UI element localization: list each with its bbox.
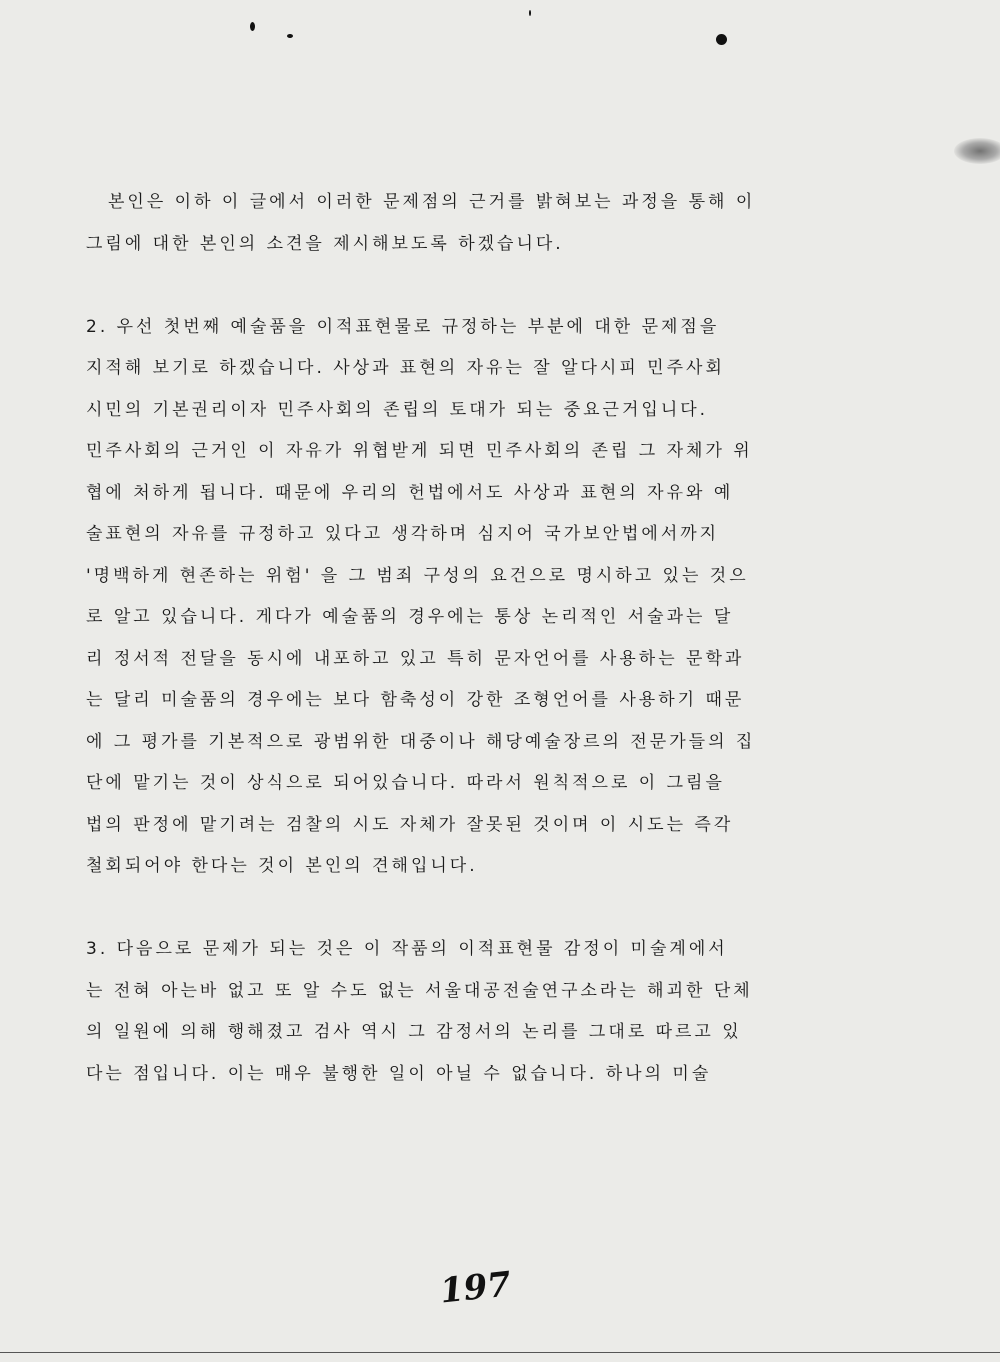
text-line: 다는 점입니다. 이는 매우 불행한 일이 아닐 수 없습니다. 하나의 미술 bbox=[86, 1063, 712, 1084]
scan-speck bbox=[250, 22, 255, 31]
scan-smudge bbox=[954, 138, 1000, 164]
scan-speck bbox=[529, 10, 531, 16]
text-line: 는 달리 미술품의 경우에는 보다 함축성이 강한 조형언어를 사용하기 때문 bbox=[86, 690, 745, 710]
text-line: 협에 처하게 됩니다. 때문에 우리의 헌법에서도 사상과 표현의 자유와 예 bbox=[86, 482, 734, 503]
text-line: 지적해 보기로 하겠습니다. 사상과 표현의 자유는 잘 알다시피 민주사회 bbox=[86, 358, 725, 378]
scan-speck bbox=[716, 34, 727, 45]
text-line: 3. 다음으로 문제가 되는 것은 이 작품의 이적표현물 감정이 미술계에서 bbox=[86, 939, 728, 959]
text-line: 로 알고 있습니다. 게다가 예술품의 경우에는 통상 논리적인 서술과는 달 bbox=[86, 607, 734, 627]
text-line: 철회되어야 한다는 것이 본인의 견해입니다. bbox=[86, 856, 478, 876]
text-line: 의 일원에 의해 행해졌고 검사 역시 그 감정서의 논리를 그대로 따르고 있 bbox=[86, 1022, 742, 1042]
text-line: 2. 우선 첫번째 예술품을 이적표현물로 규정하는 부분에 대한 문제점을 bbox=[86, 316, 720, 337]
text-line: 법의 판정에 맡기려는 검찰의 시도 자체가 잘못된 것이며 이 시도는 즉각 bbox=[86, 814, 734, 835]
text-line: 술표현의 자유를 규정하고 있다고 생각하며 심지어 국가보안법에서까지 bbox=[86, 524, 720, 544]
text-line: 시민의 기본권리이자 민주사회의 존립의 토대가 되는 중요근거입니다. bbox=[86, 399, 709, 420]
text-line: 그림에 대한 본인의 소견을 제시해보도록 하겠습니다. bbox=[86, 233, 564, 254]
bottom-rule bbox=[0, 1352, 1000, 1353]
text-line: 단에 맡기는 것이 상식으로 되어있습니다. 따라서 원칙적으로 이 그림을 bbox=[86, 773, 725, 793]
text-line: 에 그 평가를 기본적으로 광범위한 대중이나 해당예술장르의 전문가들의 집 bbox=[86, 731, 756, 752]
text-line: '명백하게 현존하는 위험' 을 그 범죄 구성의 요건으로 명시하고 있는 것으 bbox=[86, 565, 749, 586]
scan-speck bbox=[287, 34, 293, 38]
text-line: 는 전혀 아는바 없고 또 알 수도 없는 서울대공전술연구소라는 해괴한 단체 bbox=[86, 980, 753, 1001]
document-body bbox=[86, 182, 916, 1095]
text-line: 리 정서적 전달을 동시에 내포하고 있고 특히 문자언어를 사용하는 문학과 bbox=[86, 648, 745, 669]
page-number: 197 bbox=[438, 1264, 513, 1312]
text-line: 본인은 이하 이 글에서 이러한 문제점의 근거를 밝혀보는 과정을 통해 이 bbox=[108, 192, 756, 212]
text-line: 민주사회의 근거인 이 자유가 위협받게 되면 민주사회의 존립 그 자체가 위 bbox=[86, 441, 753, 461]
